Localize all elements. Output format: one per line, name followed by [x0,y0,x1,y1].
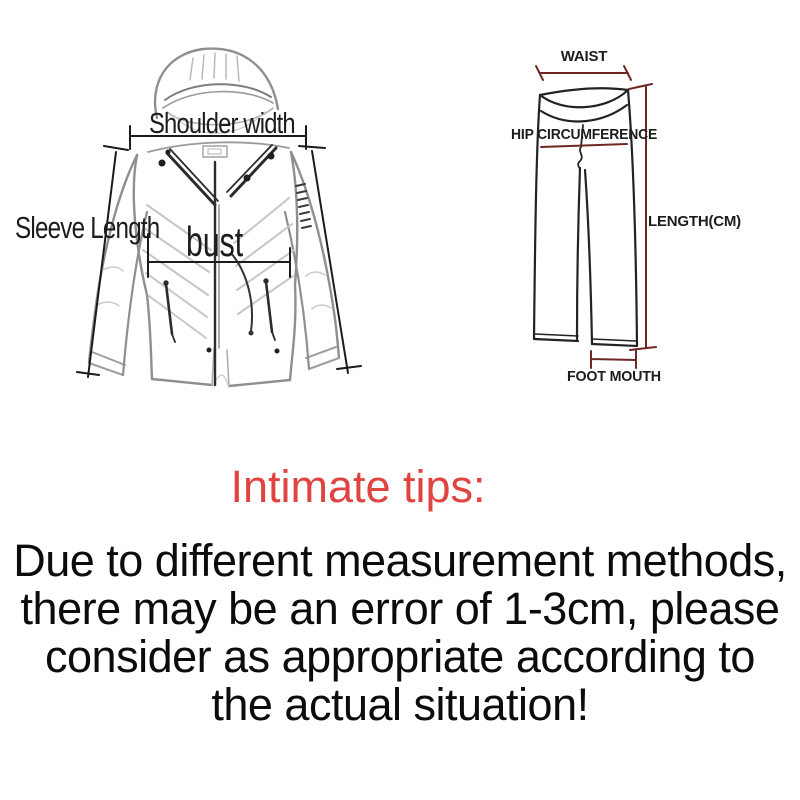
jacket-right-sleeve [291,152,339,358]
tips-line-3: consider as appropriate according to [45,631,755,682]
foot-mouth-line [591,351,636,368]
tips-paragraph [0,537,800,729]
pants-inseams [577,168,592,344]
length-label: LENGTH(CM) [648,213,741,230]
bust-label: bust [186,218,244,265]
waist-line [536,66,631,80]
tips-line-4: the actual situation! [211,679,589,730]
hip-circumference-label: HIP CIRCUMFERENCE [511,126,658,143]
jacket-left-sleeve [89,155,137,363]
tips-line-2: there may be an error of 1-3cm, please [20,583,780,634]
pants-waistband [540,88,628,95]
right-sleeve-line [299,146,361,373]
sleeve-length-label: Sleeve Length [15,210,160,245]
shoulder-width-label: Shoulder width [149,108,295,140]
tips-title: Intimate tips: [230,461,486,512]
foot-mouth-label: FOOT MOUTH [567,368,661,385]
sleeve-length-line [77,146,128,377]
hip-line [541,144,627,147]
tips-line-1: Due to different measurement methods, [13,535,787,586]
pants-measurement-lines [536,66,656,368]
waist-label: WAIST [560,48,608,65]
